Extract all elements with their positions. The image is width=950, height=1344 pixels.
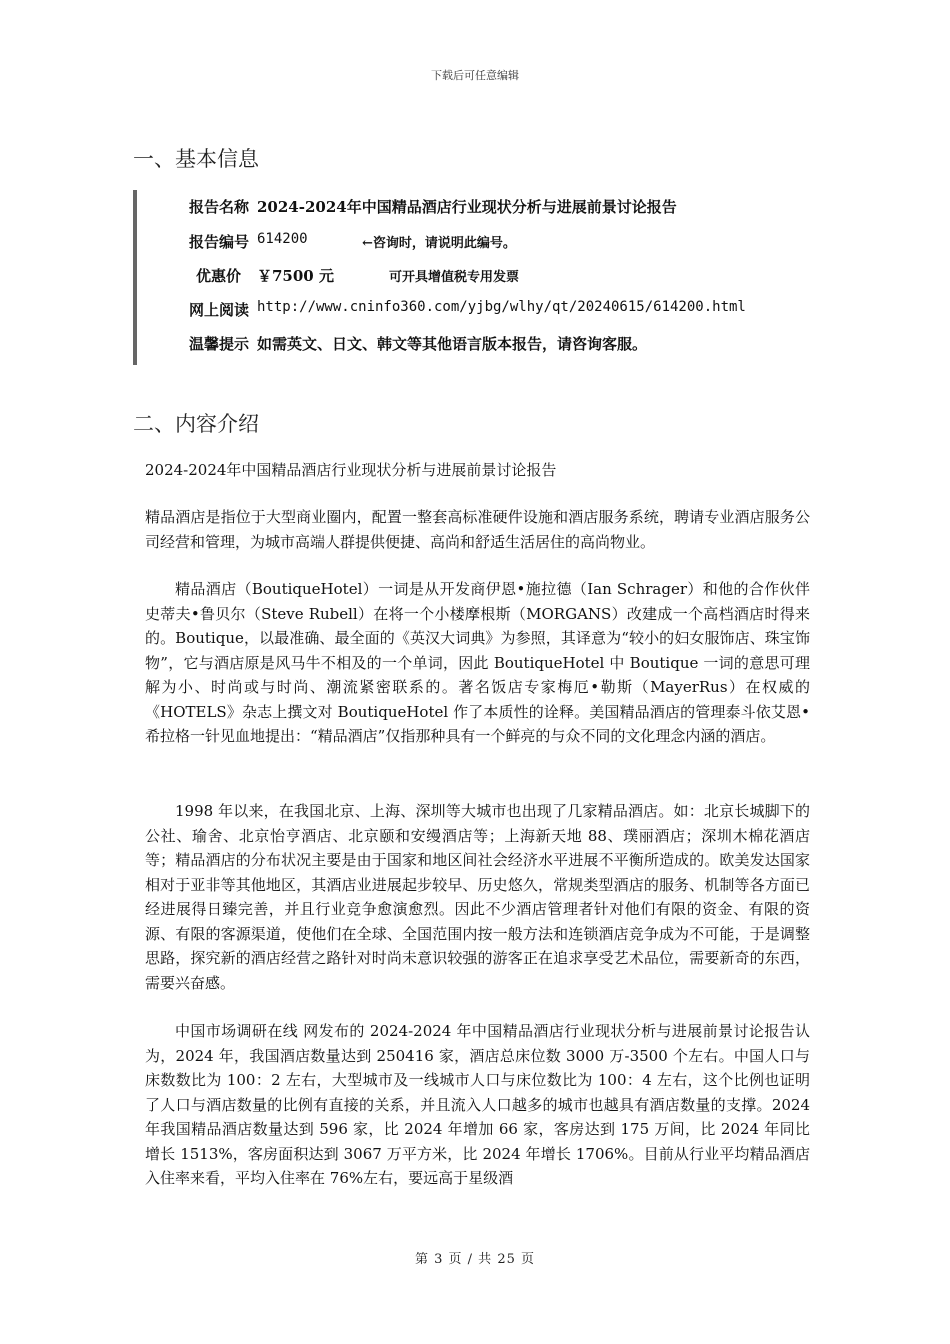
info-label: 温馨提示 bbox=[188, 335, 249, 353]
page-number-footer: 第 3 页 / 共 25 页 bbox=[415, 1252, 535, 1267]
content-paragraph: 1998 年以来，在我国北京、上海、深圳等大城市也出现了几家精品酒店。如：北京长城脚下的公社、瑜舍、北京怡亨酒店、北京颐和安缦酒店等；上海新天地 88、璞丽酒店；深圳木棉花酒店等；精品酒店的分布状况主要是由于国家和地区间社会经济水平进展不平衡所造成的。欧美发达国家相对于亚非等其他地区，其酒店业进展起步较早、历史悠久，常规类型酒店的服务、机制等各方面已经进展得日臻完善，并且行业竞争愈演愈烈。因此不少酒店管理者针对他们有限的资金、有限的资源、有限的客源渠道，使他们在全球、全国范围内按一般方法和连锁酒店竞争成为不可能，于是调整思路，探究新的酒店经营之路针对时尚未意识较强的游客正在追求享受艺术品位，需要新奇的东西，需要兴奋感。 bbox=[145, 802, 810, 992]
info-value-tip: 如需英文、日文、韩文等其他语言版本报告，请咨询客服。 bbox=[257, 335, 648, 353]
content-paragraph: 精品酒店是指位于大型商业圈内，配置一整套高标准硬件设施和酒店服务系统，聘请专业酒店服务公司经营和管理，为城市高端人群提供便捷、高尚和舒适生活居住的高尚物业。 bbox=[145, 508, 810, 551]
info-note-report-number: ←咨询时，请说明此编号。 bbox=[362, 236, 516, 251]
section-heading-content-intro: 二、内容介绍 bbox=[133, 412, 259, 436]
info-label: 报告编号 bbox=[188, 233, 249, 251]
basic-info-block bbox=[133, 190, 817, 365]
info-label: 报告名称 bbox=[188, 198, 249, 216]
content-paragraph: 中国市场调研在线 网发布的 2024-2024 年中国精品酒店行业现状分析与进展前景讨论报告认为，2024 年，我国酒店数量达到 250416 家，酒店总床位数 3000 万-3500 个左右。中国人口与床数数比为 100：2 左右，大型城市及一线城市人口与床位数比为 100：4 左右，这个比例也证明了人口与酒店数量的比例有直接的关系，并且流入人口越多的城市也越具有酒店数量的支撑。2024 年我国精品酒店数量达到 596 家，比 2024 年增加 66 家，客房达到 175 万间，比 2024 年同比增长 1513%，客房面积达到 3067 万平方米，比 2024 年增长 1706%。目前从行业平均精品酒店入住率来看，平均入住率在 76%左右，要远高于星级酒 bbox=[145, 1022, 810, 1187]
info-value-price: ￥7500 元 bbox=[257, 267, 334, 285]
page-header-note: 下载后可任意编辑 bbox=[431, 69, 519, 82]
section-heading-basic-info: 一、基本信息 bbox=[133, 147, 259, 171]
info-label: 网上阅读 bbox=[188, 301, 249, 319]
online-read-link[interactable]: http://www.cninfo360.com/yjbg/wlhy/qt/20240615/614200.html bbox=[257, 299, 746, 315]
content-paragraph: 精品酒店（BoutiqueHotel）一词是从开发商伊恩•施拉德（Ian Schrager）和他的合作伙伴史蒂夫•鲁贝尔（Steve Rubell）在将一个小楼摩根斯（MORGANS）改建成一个高档酒店时得来的。Boutique，以最准确、最全面的《英汉大词典》为参照，其译意为“较小的妇女服饰店、珠宝饰物”，它与酒店原是风马牛不相及的一个单词，因此 BoutiqueHotel 中 Boutique 一词的意思可理解为小、时尚或与时尚、潮流紧密联系的。著名饭店专家梅厄•勒斯（MayerRus）在权威的《HOTELS》杂志上撰文对 BoutiqueHotel 作了本质性的诠释。美国精品酒店的管理泰斗依艾恩•希拉格一针见血地提出：“精品酒店”仅指那种具有一个鲜亮的与众不同的文化理念内涵的酒店。 bbox=[145, 580, 810, 745]
report-title-text: 2024-2024年中国精品酒店行业现状分析与进展前景讨论报告 bbox=[145, 461, 557, 479]
info-label: 优惠价 bbox=[195, 267, 241, 285]
info-note-invoice: 可开具增值税专用发票 bbox=[389, 270, 520, 285]
info-value-report-number: 614200 bbox=[257, 231, 308, 247]
info-value-report-name: 2024-2024年中国精品酒店行业现状分析与进展前景讨论报告 bbox=[257, 198, 677, 216]
